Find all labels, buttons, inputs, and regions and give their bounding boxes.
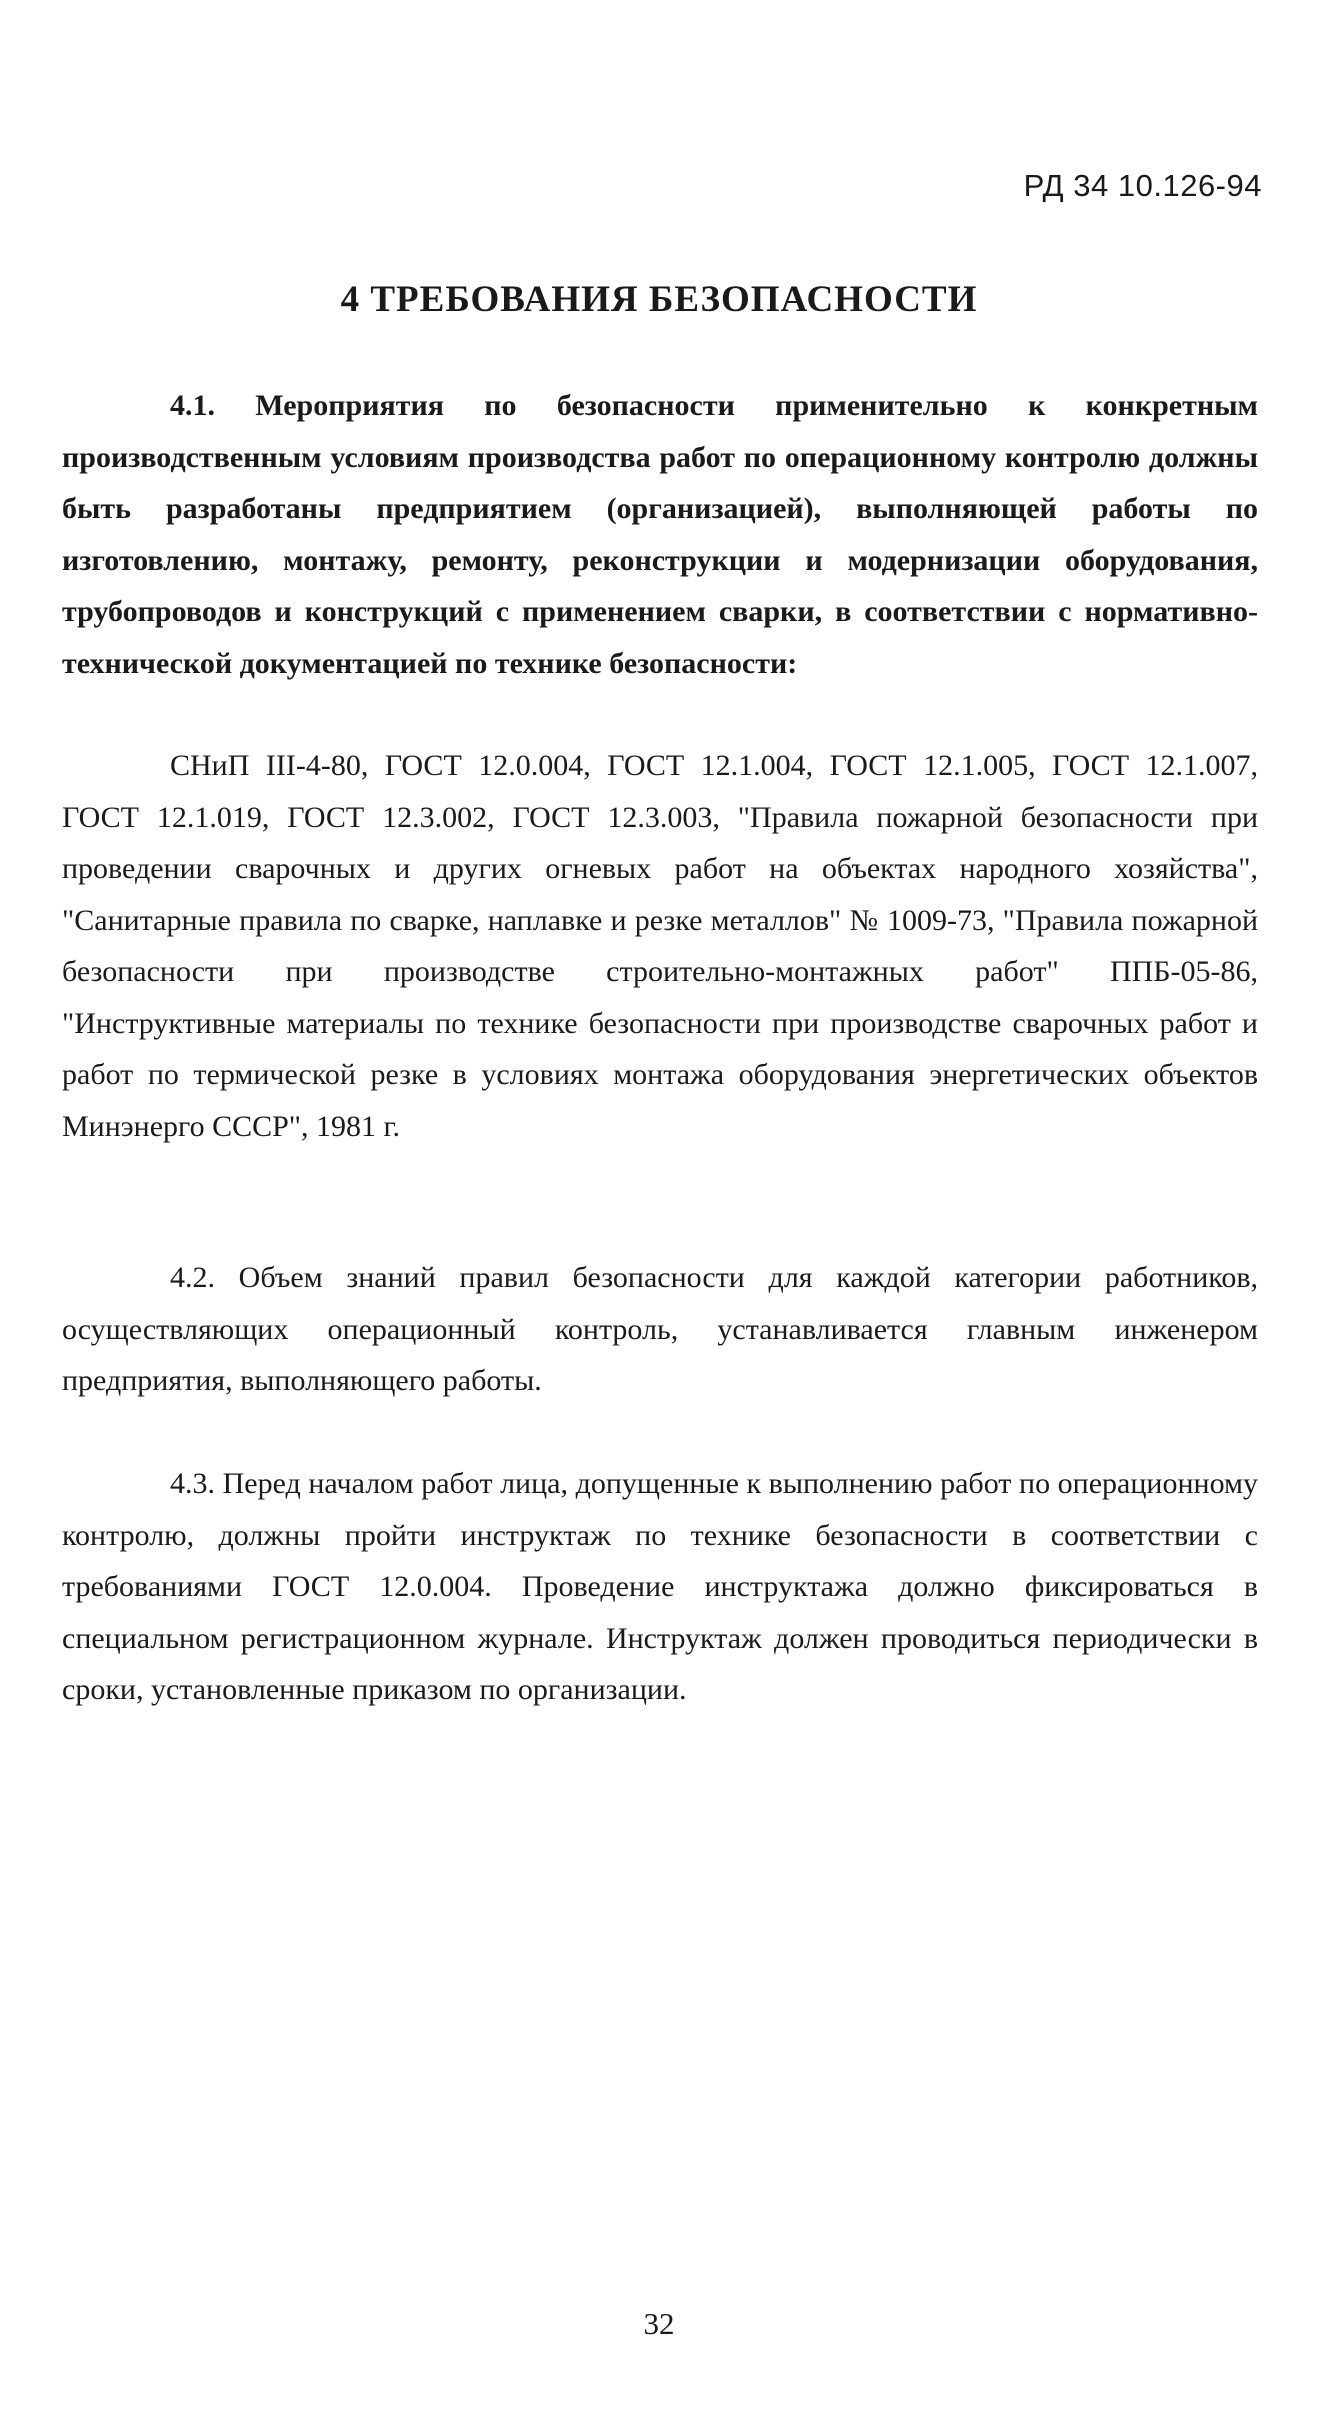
paragraph-4-1-standards-list: СНиП III-4-80, ГОСТ 12.0.004, ГОСТ 12.1.004, ГОСТ 12.1.005, ГОСТ 12.1.007, ГОСТ 12.1.019, ГОСТ 12.3.002, ГОСТ 12.3.003, "Правила пожарной безопасности при проведении сварочных и других огневых работ на объектах народного хозяйства", "Санитарные правила по сварке, наплавке и резке металлов" № 1009-73, "Правила пожарной безопасности при производстве строительно-монтажных работ" ППБ-05-86, "Инструктивные материалы по технике безопасности при производстве сварочных работ и работ по термической резке в условиях монтажа оборудования энергетических объектов Минэнерго СССР", 1981 г. <box>62 749 1258 1143</box>
paragraph-4-2: 4.2. Объем знаний правил безопасности для каждой категории работников, осуществляющих операционный контроль, устанавливается главным инженером предприятия, выполняющего работы. <box>62 1261 1258 1397</box>
document-code: РД 34 10.126-94 <box>1023 168 1262 203</box>
page-number: 32 <box>643 2306 675 2341</box>
paragraph-4-1: 4.1. Мероприятия по безопасности применительно к конкретным производственным условиям производства работ по операционному контролю должны быть разработаны предприятием (организацией), выполняющей работы по изготовлению, монтажу, ремонту, реконструкции и модернизации оборудования, трубопроводов и конструкций с применением сварки, в соответствии с нормативно-технической документацией по технике безопасности: <box>62 389 1258 680</box>
paragraph-4-3: 4.3. Перед началом работ лица, допущенные к выполнению работ по операционному контролю, должны пройти инструктаж по технике безопасности в соответствии с требованиями ГОСТ 12.0.004. Проведение инструктажа должно фиксироваться в специальном регистрационном журнале. Инструктаж должен проводиться периодически в сроки, установленные приказом по организации. <box>62 1467 1258 1706</box>
section-title: 4 ТРЕБОВАНИЯ БЕЗОПАСНОСТИ <box>340 279 978 320</box>
